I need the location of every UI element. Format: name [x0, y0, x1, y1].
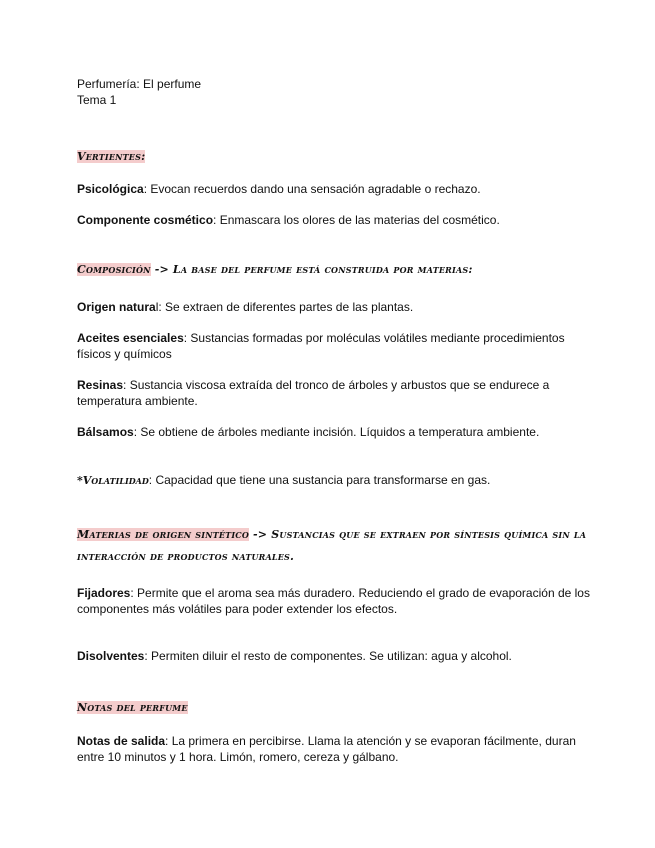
- document-subtitle: Tema 1: [77, 93, 117, 107]
- document-title: Perfumería: El perfume: [77, 77, 202, 91]
- paragraph-origen-natural: [77, 299, 595, 315]
- paragraph-aceites-esenciales: [77, 330, 595, 362]
- heading-vertientes-label: Vertientes:: [77, 150, 146, 163]
- term-notas-salida: Notas de salida: [77, 734, 166, 748]
- heading-composicion: [77, 259, 595, 281]
- paragraph-volatilidad: [77, 472, 595, 489]
- heading-composicion-label: Composición: [77, 263, 151, 276]
- text-psicologica: : Evocan recuerdos dando una sensación agradable o rechazo.: [143, 182, 481, 196]
- heading-materias-sinteticas-label: Materias de origen sintético: [77, 528, 250, 541]
- term-resinas: Resinas: [77, 378, 124, 392]
- text-disolventes: : Permiten diluir el resto de componentes. Se utilizan: agua y alcohol.: [144, 649, 512, 663]
- document-header: [77, 76, 595, 108]
- text-volatilidad: : Capacidad que tiene una sustancia para transformarse en gas.: [148, 473, 491, 487]
- heading-notas-perfume: [77, 697, 595, 719]
- term-origen-natural: Origen natura: [77, 300, 156, 314]
- term-volatilidad: *Volatilidad: [77, 474, 149, 487]
- heading-notas-perfume-label: Notas del perfume: [77, 701, 188, 714]
- term-balsamos: Bálsamos: [77, 425, 134, 439]
- paragraph-psicologica: [77, 181, 595, 197]
- term-componente-cosmetico: Componente cosmético: [77, 213, 214, 227]
- text-notas-salida: : La primera en percibirse. Llama la atención y se evaporan fácilmente, duran entre 10 minutos y 1 hora. Limón, romero, cereza y gálbano.: [77, 734, 576, 764]
- paragraph-componente-cosmetico: [77, 212, 595, 228]
- paragraph-fijadores: [77, 585, 595, 617]
- heading-materias-sinteticas-rest: -> Sustancias que se extraen por síntesis química sin la interacción de productos naturales.: [77, 528, 587, 563]
- paragraph-resinas: [77, 377, 595, 409]
- text-resinas: : Sustancia viscosa extraída del tronco de árboles y arbustos que se endurece a temperatura ambiente.: [77, 378, 550, 408]
- paragraph-balsamos: [77, 424, 595, 440]
- text-aceites-esenciales: : Sustancias formadas por moléculas volátiles mediante procedimientos físicos y químicos: [77, 331, 565, 361]
- heading-composicion-rest: -> La base del perfume está construida por materias:: [150, 263, 473, 276]
- text-componente-cosmetico: : Enmascara los olores de las materias del cosmético.: [213, 213, 500, 227]
- term-disolventes: Disolventes: [77, 649, 145, 663]
- text-balsamos: : Se obtiene de árboles mediante incisión. Líquidos a temperatura ambiente.: [133, 425, 540, 439]
- paragraph-disolventes: [77, 648, 595, 664]
- text-fijadores: : Permite que el aroma sea más duradero. Reduciendo el grado de evaporación de los componentes más volátiles para poder extender los efectos.: [77, 586, 590, 616]
- term-psicologica: Psicológica: [77, 182, 144, 196]
- term-fijadores: Fijadores: [77, 586, 131, 600]
- paragraph-notas-salida: [77, 733, 595, 765]
- heading-materias-sinteticas: [77, 524, 595, 568]
- term-aceites-esenciales: Aceites esenciales: [77, 331, 184, 345]
- heading-vertientes: [77, 146, 595, 168]
- text-origen-natural: l: Se extraen de diferentes partes de las plantas.: [155, 300, 414, 314]
